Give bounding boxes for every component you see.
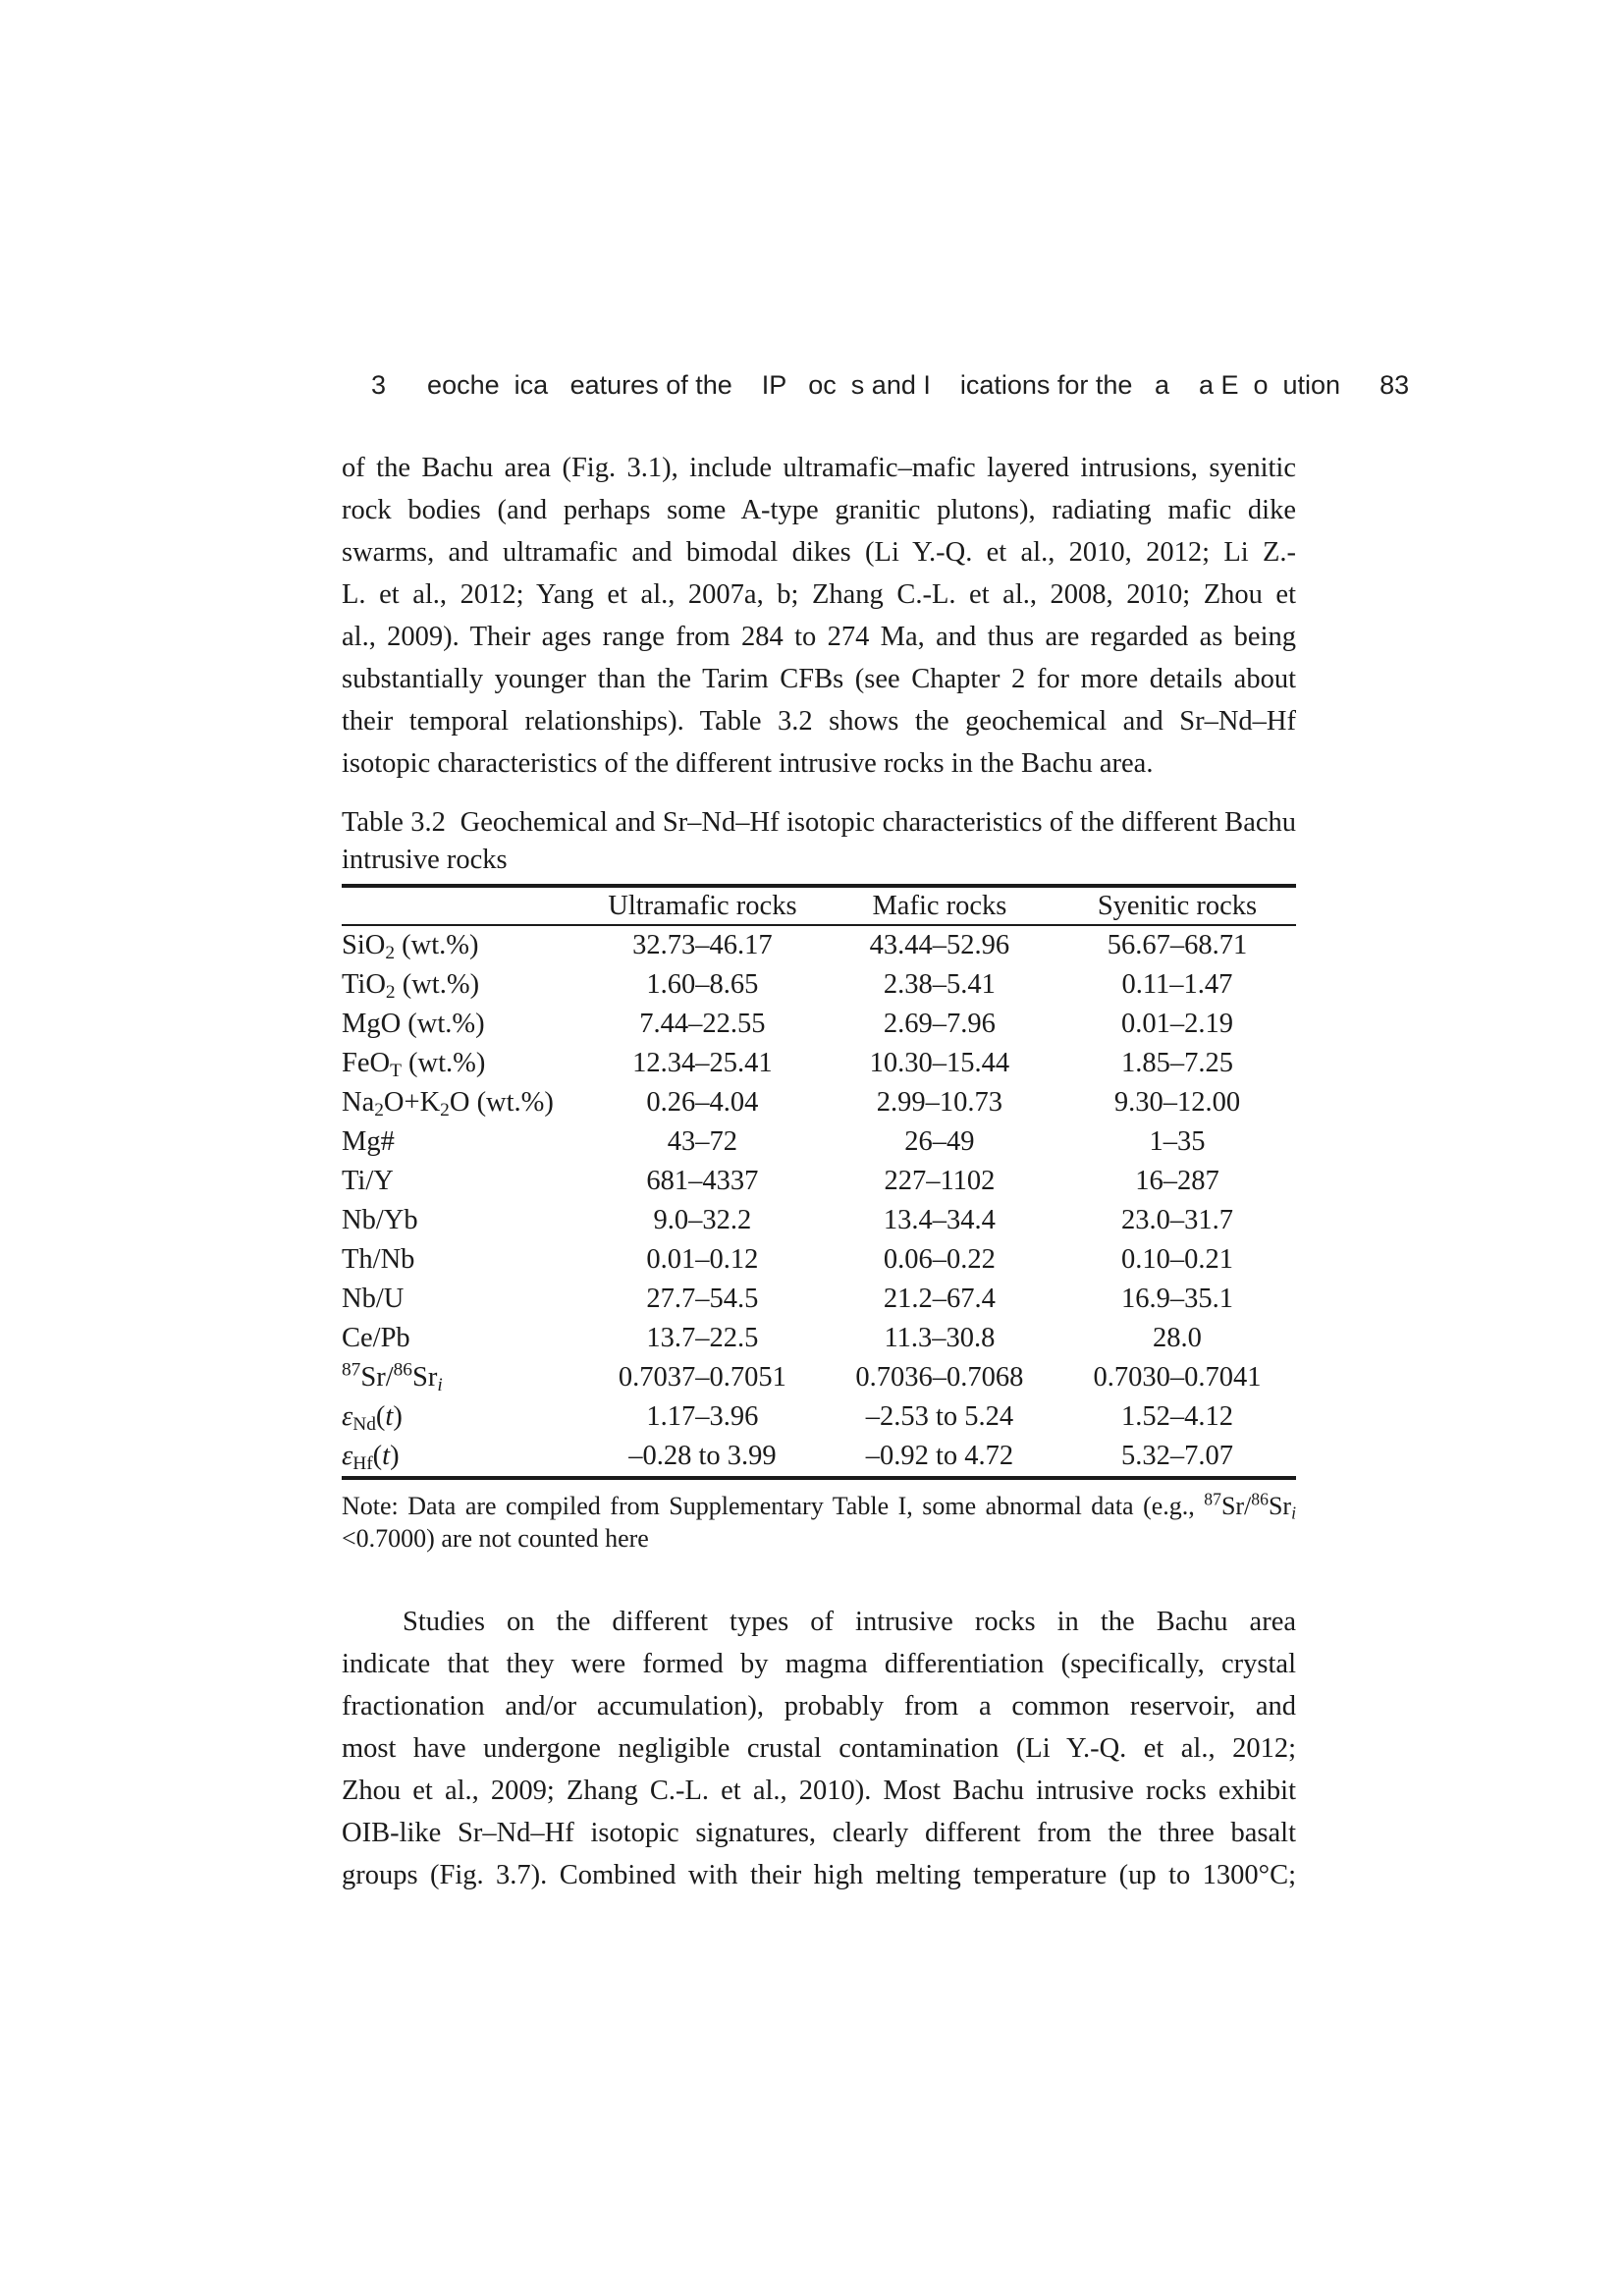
table-row [342, 1358, 1296, 1397]
text-line: Note: Data are compiled from Supplementary Table I, some abnormal data (e.g., $^{87}Sr/^{86}Sr_i$ [342, 1489, 1296, 1523]
table-row [342, 1162, 1296, 1201]
row-label: $Na_2O+K_2O$ (wt.%) [342, 1087, 554, 1121]
table-row [342, 1280, 1296, 1319]
table-row [342, 1201, 1296, 1240]
cell-value: 12.34–25.41 [632, 1048, 773, 1078]
column-header: Mafic rocks [821, 886, 1058, 925]
row-label: Th/Nb [342, 1244, 415, 1275]
table-row [342, 1122, 1296, 1162]
cell-value: 11.3–30.8 [884, 1323, 996, 1353]
text-line: OIB-like Sr–Nd–Hf isotopic signatures, clearly different from the three basalt [342, 1818, 1296, 1848]
text-line: swarms, and ultramafic and bimodal dikes (Li Y.-Q. et al., 2010, 2012; Li Z.- [342, 537, 1296, 568]
cell-value: 5.32–7.07 [1120, 1441, 1233, 1471]
row-label: Nb/Yb [342, 1205, 418, 1235]
cell-value: 0.7030–0.7041 [1093, 1362, 1262, 1393]
cell-value: 43.44–52.96 [869, 930, 1010, 960]
cell-value: 1.85–7.25 [1120, 1048, 1233, 1078]
text-line: Table 3.2 Geochemical and Sr–Nd–Hf isotopic characteristics of the different Bachu [342, 807, 1296, 838]
table-row [342, 1083, 1296, 1122]
cell-value: 9.30–12.00 [1113, 1087, 1241, 1118]
text-line: intrusive rocks [342, 845, 508, 875]
cell-value: 16–287 [1135, 1166, 1219, 1196]
text-line: Studies on the different types of intrusive rocks in the Bachu area [403, 1607, 1296, 1637]
cell-value: 2.99–10.73 [876, 1087, 1003, 1118]
cell-value: 43–72 [667, 1126, 738, 1157]
table-row [342, 1044, 1296, 1083]
cell-value: 13.7–22.5 [646, 1323, 759, 1353]
page-number: 83 [1380, 370, 1410, 400]
cell-value: 1.52–4.12 [1120, 1401, 1233, 1432]
cell-value: 16.9–35.1 [1120, 1284, 1233, 1314]
cell-value: 56.67–68.71 [1107, 930, 1248, 960]
text-line: al., 2009). Their ages range from 284 to 274 Ma, and thus are regarded as being [342, 622, 1296, 652]
text-line: Zhou et al., 2009; Zhang C.-L. et al., 2010). Most Bachu intrusive rocks exhibit [342, 1776, 1296, 1806]
cell-value: 7.44–22.55 [639, 1009, 766, 1039]
cell-value: 0.11–1.47 [1121, 969, 1233, 1000]
text-line: groups (Fig. 3.7). Combined with their high melting temperature (up to 1300°C; [342, 1860, 1296, 1890]
text-line: their temporal relationships). Table 3.2 shows the geochemical and Sr–Nd–Hf [342, 706, 1296, 737]
cell-value: 23.0–31.7 [1120, 1205, 1233, 1235]
cell-value: 1.17–3.96 [646, 1401, 759, 1432]
cell-value: –0.92 to 4.72 [865, 1441, 1014, 1471]
row-label: $\varepsilon_{Nd}(t)$ [342, 1401, 403, 1435]
paragraph-bachu-studies [342, 1601, 1296, 1896]
cell-value: 0.7036–0.7068 [855, 1362, 1024, 1393]
cell-value: 27.7–54.5 [646, 1284, 759, 1314]
cell-value: 0.7037–0.7051 [618, 1362, 786, 1393]
cell-value: 0.01–0.12 [646, 1244, 759, 1275]
cell-value: 227–1102 [884, 1166, 996, 1196]
row-label: Ti/Y [342, 1166, 394, 1196]
column-header: Syenitic rocks [1058, 886, 1296, 925]
cell-value: 0.06–0.22 [883, 1244, 996, 1275]
cell-value: 2.69–7.96 [883, 1009, 996, 1039]
cell-value: 21.2–67.4 [883, 1284, 996, 1314]
row-label: MgO (wt.%) [342, 1009, 485, 1039]
cell-value: 28.0 [1153, 1323, 1202, 1353]
table-row [342, 1397, 1296, 1437]
text-line: isotopic characteristics of the different intrusive rocks in the Bachu area. [342, 748, 1154, 779]
table-header-row [342, 886, 1296, 925]
cell-value: –2.53 to 5.24 [865, 1401, 1014, 1432]
cell-value: 10.30–15.44 [869, 1048, 1010, 1078]
text-line: <0.7000) are not counted here [342, 1524, 649, 1553]
cell-value: 9.0–32.2 [653, 1205, 752, 1235]
table-caption [342, 804, 1296, 879]
table-row [342, 1319, 1296, 1358]
cell-value: 0.01–2.19 [1120, 1009, 1233, 1039]
text-line: most have undergone negligible crustal contamination (Li Y.-Q. et al., 2012; [342, 1733, 1296, 1764]
row-label: Mg# [342, 1126, 395, 1157]
row-label: FeO$_T$ (wt.%) [342, 1048, 486, 1081]
row-label: $^{87}Sr/^{86}Sr_i$ [342, 1359, 443, 1395]
table-row [342, 1240, 1296, 1280]
table-note [342, 1490, 1296, 1555]
text-line: fractionation and/or accumulation), probably from a common reservoir, and [342, 1691, 1296, 1722]
cell-value: 1.60–8.65 [646, 969, 759, 1000]
column-header-empty [342, 886, 584, 925]
chapter-number: 3 [371, 370, 387, 400]
row-label: SiO$_2$ (wt.%) [342, 930, 479, 963]
chapter-title: eoche ica eatures of the IP oc s and I ications for the a a E o ution [427, 370, 1341, 400]
text-line: substantially younger than the Tarim CFBs (see Chapter 2 for more details about [342, 664, 1296, 694]
row-label: Ce/Pb [342, 1323, 410, 1353]
table-row [342, 1437, 1296, 1478]
text-line: indicate that they were formed by magma differentiation (specifically, crystal [342, 1649, 1296, 1679]
table-3-2-container [342, 884, 1296, 1480]
cell-value: –0.28 to 3.99 [628, 1441, 777, 1471]
column-header: Ultramafic rocks [584, 886, 821, 925]
text-line: of the Bachu area (Fig. 3.1), include ultramafic–mafic layered intrusions, syenitic [342, 453, 1296, 483]
row-label: TiO$_2$ (wt.%) [342, 969, 480, 1003]
cell-value: 0.26–4.04 [646, 1087, 759, 1118]
table-row [342, 965, 1296, 1005]
table-3-2 [342, 884, 1296, 1480]
cell-value: 681–4337 [646, 1166, 759, 1196]
text-line: rock bodies (and perhaps some A-type granitic plutons), radiating mafic dike [342, 495, 1296, 525]
row-label: Nb/U [342, 1284, 405, 1314]
cell-value: 1–35 [1149, 1126, 1206, 1157]
running-header [342, 335, 1410, 435]
row-label: $\varepsilon_{Hf}(t)$ [342, 1441, 400, 1474]
cell-value: 13.4–34.4 [883, 1205, 996, 1235]
table-row [342, 925, 1296, 965]
cell-value: 2.38–5.41 [883, 969, 996, 1000]
cell-value: 26–49 [904, 1126, 975, 1157]
cell-value: 32.73–46.17 [632, 930, 773, 960]
text-line: L. et al., 2012; Yang et al., 2007a, b; Zhang C.-L. et al., 2008, 2010; Zhou et [342, 579, 1296, 610]
table-row [342, 1005, 1296, 1044]
cell-value: 0.10–0.21 [1120, 1244, 1233, 1275]
paragraph-bachu-intrusions [342, 447, 1296, 785]
